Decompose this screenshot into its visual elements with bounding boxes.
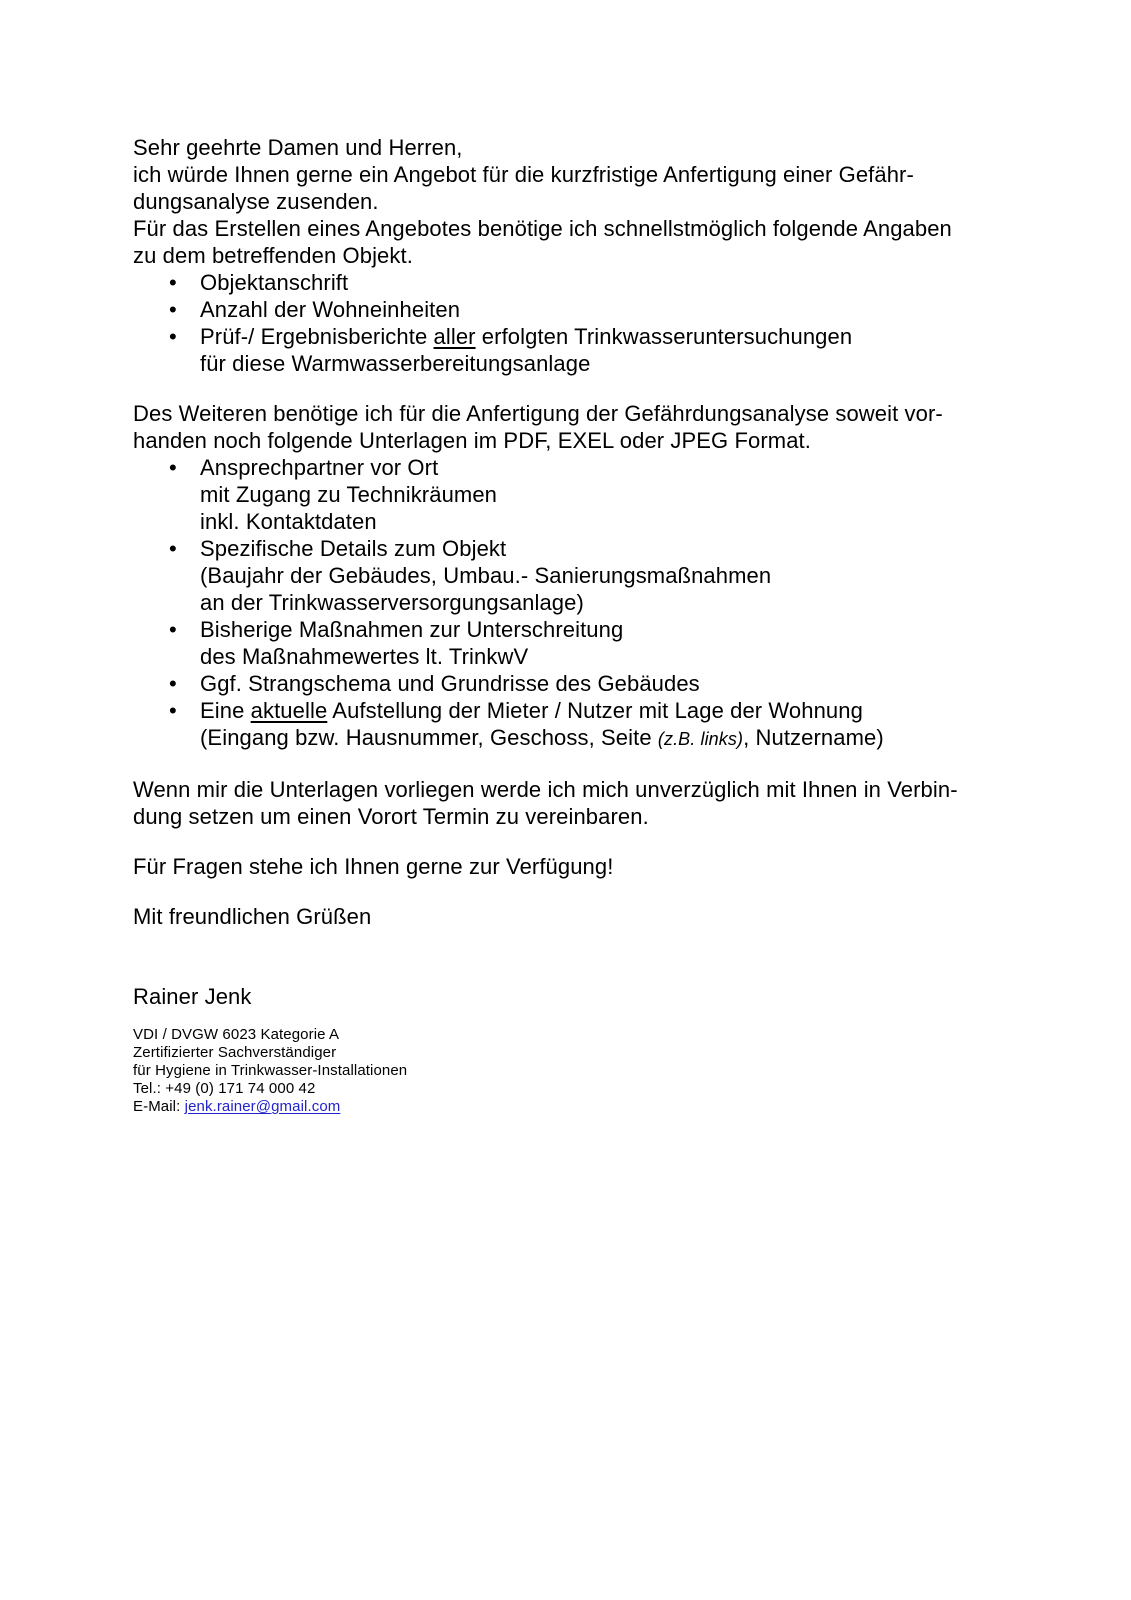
signature-phone: Tel.: +49 (0) 171 74 000 42 xyxy=(133,1080,316,1097)
signature-certification-2: Zertifizierter Sachverständiger xyxy=(133,1044,337,1061)
list-item-text-line2: mit Zugang zu Technikräumen xyxy=(200,482,498,507)
bullet-icon: • xyxy=(169,455,177,480)
list-item-text-line2: für diese Warmwasserbereitungsanlage xyxy=(200,351,591,376)
list-item-text: Spezifische Details zum Objekt xyxy=(200,536,507,561)
intro-line-1: ich würde Ihnen gerne ein Angebot für die kurzfristige Anfertigung einer Gefähr- xyxy=(133,162,914,187)
closing-line: Mit freundlichen Grüßen xyxy=(133,904,372,929)
questions-line: Für Fragen stehe ich Ihnen gerne zur Verfügung! xyxy=(133,854,614,879)
bullet-icon: • xyxy=(169,536,177,561)
list-item-text: Prüf-/ Ergebnisberichte aller erfolgten Trinkwasseruntersuchungen xyxy=(200,324,853,349)
documents-paragraph xyxy=(133,400,1023,454)
list-item xyxy=(133,670,1023,697)
bullet-icon: • xyxy=(169,297,177,322)
followup-line-2: dung setzen um einen Vorort Termin zu vereinbaren. xyxy=(133,804,649,829)
bullet-icon: • xyxy=(169,698,177,723)
intro-paragraph xyxy=(133,161,1023,269)
intro-line-4: zu dem betreffenden Objekt. xyxy=(133,243,413,268)
list-item xyxy=(133,535,1023,616)
letter-body xyxy=(133,134,1023,1116)
required-documents-list xyxy=(133,454,1023,753)
list-item xyxy=(133,296,1023,323)
list-item xyxy=(133,454,1023,535)
followup-line-1: Wenn mir die Unterlagen vorliegen werde ich mich unverzüglich mit Ihnen in Verbin- xyxy=(133,777,958,802)
bullet-icon: • xyxy=(169,324,177,349)
list-item-text-line2: (Baujahr der Gebäudes, Umbau.- Sanierungsmaßnahmen xyxy=(200,563,772,588)
list-item-text: Ansprechpartner vor Ort xyxy=(200,455,439,480)
documents-line-1: Des Weiteren benötige ich für die Anfertigung der Gefährdungsanalyse soweit vor- xyxy=(133,401,943,426)
documents-line-2: handen noch folgende Unterlagen im PDF, EXEL oder JPEG Format. xyxy=(133,428,811,453)
list-item xyxy=(133,616,1023,670)
list-item-text-line3: inkl. Kontaktdaten xyxy=(200,509,377,534)
list-item-text: Anzahl der Wohneinheiten xyxy=(200,297,461,322)
list-item xyxy=(133,269,1023,296)
intro-line-3: Für das Erstellen eines Angebotes benötige ich schnellstmöglich folgende Angaben xyxy=(133,216,952,241)
list-item-text: Eine aktuelle Aufstellung der Mieter / Nutzer mit Lage der Wohnung xyxy=(200,698,863,723)
signature-certification-3: für Hygiene in Trinkwasser-Installationen xyxy=(133,1062,408,1079)
intro-line-2: dungsanalyse zusenden. xyxy=(133,189,379,214)
bullet-icon: • xyxy=(169,671,177,696)
bullet-icon: • xyxy=(169,270,177,295)
list-item xyxy=(133,323,1023,377)
signature-name: Rainer Jenk xyxy=(133,984,252,1009)
bullet-icon: • xyxy=(169,617,177,642)
followup-paragraph xyxy=(133,776,1023,830)
underlined-word: aller xyxy=(433,324,476,349)
list-item-text: Objektanschrift xyxy=(200,270,349,295)
list-item-text: Ggf. Strangschema und Grundrisse des Gebäudes xyxy=(200,671,700,696)
list-item-text: Bisherige Maßnahmen zur Unterschreitung xyxy=(200,617,624,642)
required-info-list xyxy=(133,269,1023,377)
list-item-text-line2: (Eingang bzw. Hausnummer, Geschoss, Seite (z.B. links), Nutzername) xyxy=(200,725,884,750)
signature-details xyxy=(133,1026,1023,1116)
italic-note: (z.B. links) xyxy=(657,729,744,749)
list-item-text-line2: des Maßnahmewertes lt. TrinkwV xyxy=(200,644,529,669)
signature-email-line xyxy=(133,1098,1023,1116)
underlined-word: aktuelle xyxy=(250,698,328,723)
list-item xyxy=(133,697,1023,753)
list-item-text-line3: an der Trinkwasserversorgungsanlage) xyxy=(200,590,584,615)
email-link[interactable]: jenk.rainer@gmail.com xyxy=(184,1098,341,1115)
signature-certification-1: VDI / DVGW 6023 Kategorie A xyxy=(133,1026,340,1043)
email-label: E-Mail: xyxy=(133,1098,185,1115)
greeting-line: Sehr geehrte Damen und Herren, xyxy=(133,135,463,160)
